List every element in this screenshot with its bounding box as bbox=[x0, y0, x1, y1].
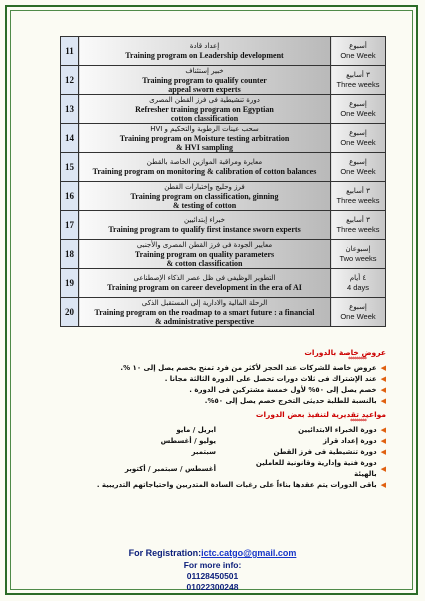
course-title bbox=[79, 153, 331, 182]
schedule-months: يوليو / أغسطس bbox=[160, 437, 216, 445]
course-title-arabic: فرز وحليج وإختبارات القطن bbox=[164, 182, 245, 191]
schedule-course: ◀ دورة الخبراء الابتدائيين bbox=[298, 426, 386, 434]
course-duration bbox=[331, 66, 386, 95]
courses-table bbox=[60, 36, 386, 327]
bullet-icon: ◀ bbox=[380, 481, 386, 489]
course-row bbox=[61, 95, 386, 124]
bullet-icon: ◀ bbox=[380, 437, 386, 445]
course-title bbox=[79, 37, 331, 66]
duration-english: 4 days bbox=[346, 283, 370, 292]
course-title-english: Training program on Leadership development bbox=[125, 51, 284, 60]
bullet-icon: ◀ bbox=[380, 375, 386, 383]
course-title bbox=[79, 95, 331, 124]
schedule-note: ◀ باقى الدورات يتم عقدها بناءاً على رغبات السادة المتدربين واحتياجاتهم التدريبية . bbox=[96, 481, 386, 489]
bullet-icon: ◀ bbox=[380, 386, 386, 394]
course-title bbox=[79, 240, 331, 269]
offers-stars: ********* bbox=[348, 356, 366, 363]
course-title-english: & administrative perspective bbox=[154, 316, 255, 326]
course-number: 17 bbox=[61, 211, 79, 240]
course-title-arabic: سحب عينات الرطوبة والتحكيم و HVI bbox=[150, 124, 259, 133]
duration-arabic: إسبوع bbox=[349, 100, 367, 108]
duration-english: One Week bbox=[340, 51, 376, 60]
duration-english: One Week bbox=[340, 138, 376, 147]
schedule-months: ابريل / مايو bbox=[176, 426, 216, 434]
course-title-arabic: خبراء إبتدائيين bbox=[184, 216, 225, 224]
course-title-arabic: التطوير الوظيفى فى ظل عصر الذكاء الإصطناعى bbox=[133, 274, 276, 282]
course-title-english: & testing of cotton bbox=[172, 200, 237, 210]
course-title-english: Training program on classification, ginning bbox=[130, 191, 279, 201]
course-row bbox=[61, 298, 386, 327]
duration-english: One Week bbox=[340, 109, 376, 118]
duration-arabic: إسبوعان bbox=[345, 245, 371, 253]
bullet-icon: ◀ bbox=[380, 397, 386, 405]
course-title-arabic: معايير الجودة فى فرز القطن المصرى والأجنبى bbox=[136, 240, 273, 249]
course-title-english: Training program on career development in the era of AI bbox=[107, 283, 302, 292]
offer-item: ◀ بالنسبة للطلبة حديثى التخرج خصم يصل إلى ٥٠%. bbox=[204, 397, 386, 405]
course-title-english: cotton classification bbox=[170, 113, 239, 123]
schedule-months: سبتمبر bbox=[191, 448, 216, 456]
course-duration bbox=[331, 153, 386, 182]
course-row bbox=[61, 66, 386, 95]
offer-item: ◀ عروض خاصة للشركات عند الحجز لأكثر من فرد تمنح بخصم يصل إلى ١٠ %. bbox=[120, 364, 386, 372]
duration-arabic: ٤ أيام bbox=[349, 274, 367, 282]
course-row bbox=[61, 37, 386, 66]
course-number: 20 bbox=[61, 298, 79, 327]
schedule-stars: ******** bbox=[350, 418, 366, 425]
schedule-course: ◀ دورة تنشيطية فى فرز القطن bbox=[273, 448, 386, 456]
course-number: 13 bbox=[61, 95, 79, 124]
schedule-course: ◀ دورة فنية وإدارية وقانونية للعاملين بالهيئة bbox=[255, 459, 386, 478]
course-title bbox=[79, 211, 331, 240]
course-duration bbox=[331, 211, 386, 240]
course-row bbox=[61, 124, 386, 153]
course-title bbox=[79, 182, 331, 211]
registration-email[interactable]: ictc.catgo@gmail.com bbox=[201, 548, 297, 558]
duration-english: Three weeks bbox=[336, 196, 380, 205]
phone-number: 01022300248 bbox=[186, 582, 239, 592]
duration-english: One Week bbox=[340, 312, 376, 321]
offer-item: ◀ عند الإشتراك فى ثلاث دورات تحصل على الدورة الثالثة مجانا . bbox=[164, 375, 386, 383]
course-title bbox=[79, 66, 331, 95]
bullet-icon: ◀ bbox=[380, 426, 386, 434]
course-row bbox=[61, 240, 386, 269]
duration-english: One Week bbox=[340, 167, 376, 176]
bullet-icon: ◀ bbox=[380, 364, 386, 372]
duration-arabic: إسبوع bbox=[349, 129, 367, 137]
course-row bbox=[61, 153, 386, 182]
course-title bbox=[79, 298, 331, 327]
offers-title: عروض خاصة بالدورات bbox=[304, 348, 386, 357]
course-title-english: Training program on monitoring & calibration of cotton balances bbox=[92, 167, 317, 176]
course-number: 19 bbox=[61, 269, 79, 298]
course-duration bbox=[331, 124, 386, 153]
offers-section bbox=[36, 348, 386, 491]
duration-arabic: ٣ أسابيع bbox=[346, 187, 370, 195]
duration-english: Three weeks bbox=[336, 80, 380, 89]
duration-english: Two weeks bbox=[339, 254, 377, 263]
course-number: 16 bbox=[61, 182, 79, 211]
course-title-arabic: دورة تنشيطية فى فرز القطن المصرى bbox=[149, 95, 260, 104]
course-title-english: Training program on quality parameters bbox=[134, 249, 275, 259]
course-duration bbox=[331, 240, 386, 269]
course-title bbox=[79, 124, 331, 153]
course-title bbox=[79, 269, 331, 298]
registration-label: For Registration: bbox=[128, 548, 202, 558]
course-title-english: Training program to qualify counter bbox=[142, 75, 267, 85]
schedule-months: أغسطس / سبتمبر / أكتوبر bbox=[124, 464, 216, 473]
contact-info bbox=[0, 560, 425, 593]
schedule-grid bbox=[36, 425, 386, 480]
course-number: 18 bbox=[61, 240, 79, 269]
course-row bbox=[61, 211, 386, 240]
course-title-arabic: معايرة ومراقبة الموازين الخاصة بالقطن bbox=[146, 158, 263, 166]
bullet-icon: ◀ bbox=[380, 448, 386, 456]
course-number: 11 bbox=[61, 37, 79, 66]
course-number: 12 bbox=[61, 66, 79, 95]
course-duration bbox=[331, 182, 386, 211]
course-title-english: & HVI sampling bbox=[176, 142, 233, 152]
phone-number: 01128450501 bbox=[186, 571, 239, 581]
registration-line bbox=[0, 548, 425, 558]
schedule-title: مواعيد تقديرية لتنفيذ بعض الدورات bbox=[255, 410, 386, 419]
course-number: 14 bbox=[61, 124, 79, 153]
duration-arabic: إسبوع bbox=[349, 303, 367, 311]
course-number: 15 bbox=[61, 153, 79, 182]
more-info-label: For more info: bbox=[183, 560, 242, 570]
course-row bbox=[61, 269, 386, 298]
bullet-icon: ◀ bbox=[380, 464, 386, 473]
course-title-english: Training program on the roadmap to a smart future : a financial bbox=[94, 307, 315, 317]
course-title-arabic: إعداد قادة bbox=[189, 42, 220, 50]
course-duration bbox=[331, 298, 386, 327]
course-title-arabic: خبير إستئناف bbox=[185, 66, 224, 75]
duration-arabic: ٣ أسابيع bbox=[346, 216, 370, 224]
course-duration bbox=[331, 269, 386, 298]
course-duration bbox=[331, 95, 386, 124]
course-duration bbox=[331, 37, 386, 66]
duration-arabic: ٣ أسابيع bbox=[346, 71, 370, 79]
course-title-english: Training program on Moisture testing arbitration bbox=[119, 133, 290, 143]
schedule-course: ◀ دورة إعداد قراز bbox=[323, 437, 386, 445]
offer-item: ◀ خصم يصل إلى ٥٠% لأول خمسة مشتركين فى الدورة . bbox=[189, 386, 386, 394]
duration-arabic: أسبوع bbox=[349, 42, 367, 50]
course-title-arabic: الرحلة المالية والادارية إلى المستقبل الذكى bbox=[141, 298, 268, 307]
course-title-english: appeal sworn experts bbox=[168, 84, 241, 94]
course-title-english: & cotton classification bbox=[166, 258, 243, 268]
duration-arabic: إسبوع bbox=[349, 158, 367, 166]
course-title-english: Refresher training program on Egyptian bbox=[135, 104, 274, 114]
course-title-english: Training program to qualify first instance sworn experts bbox=[108, 225, 301, 234]
duration-english: Three weeks bbox=[336, 225, 380, 234]
course-row bbox=[61, 182, 386, 211]
